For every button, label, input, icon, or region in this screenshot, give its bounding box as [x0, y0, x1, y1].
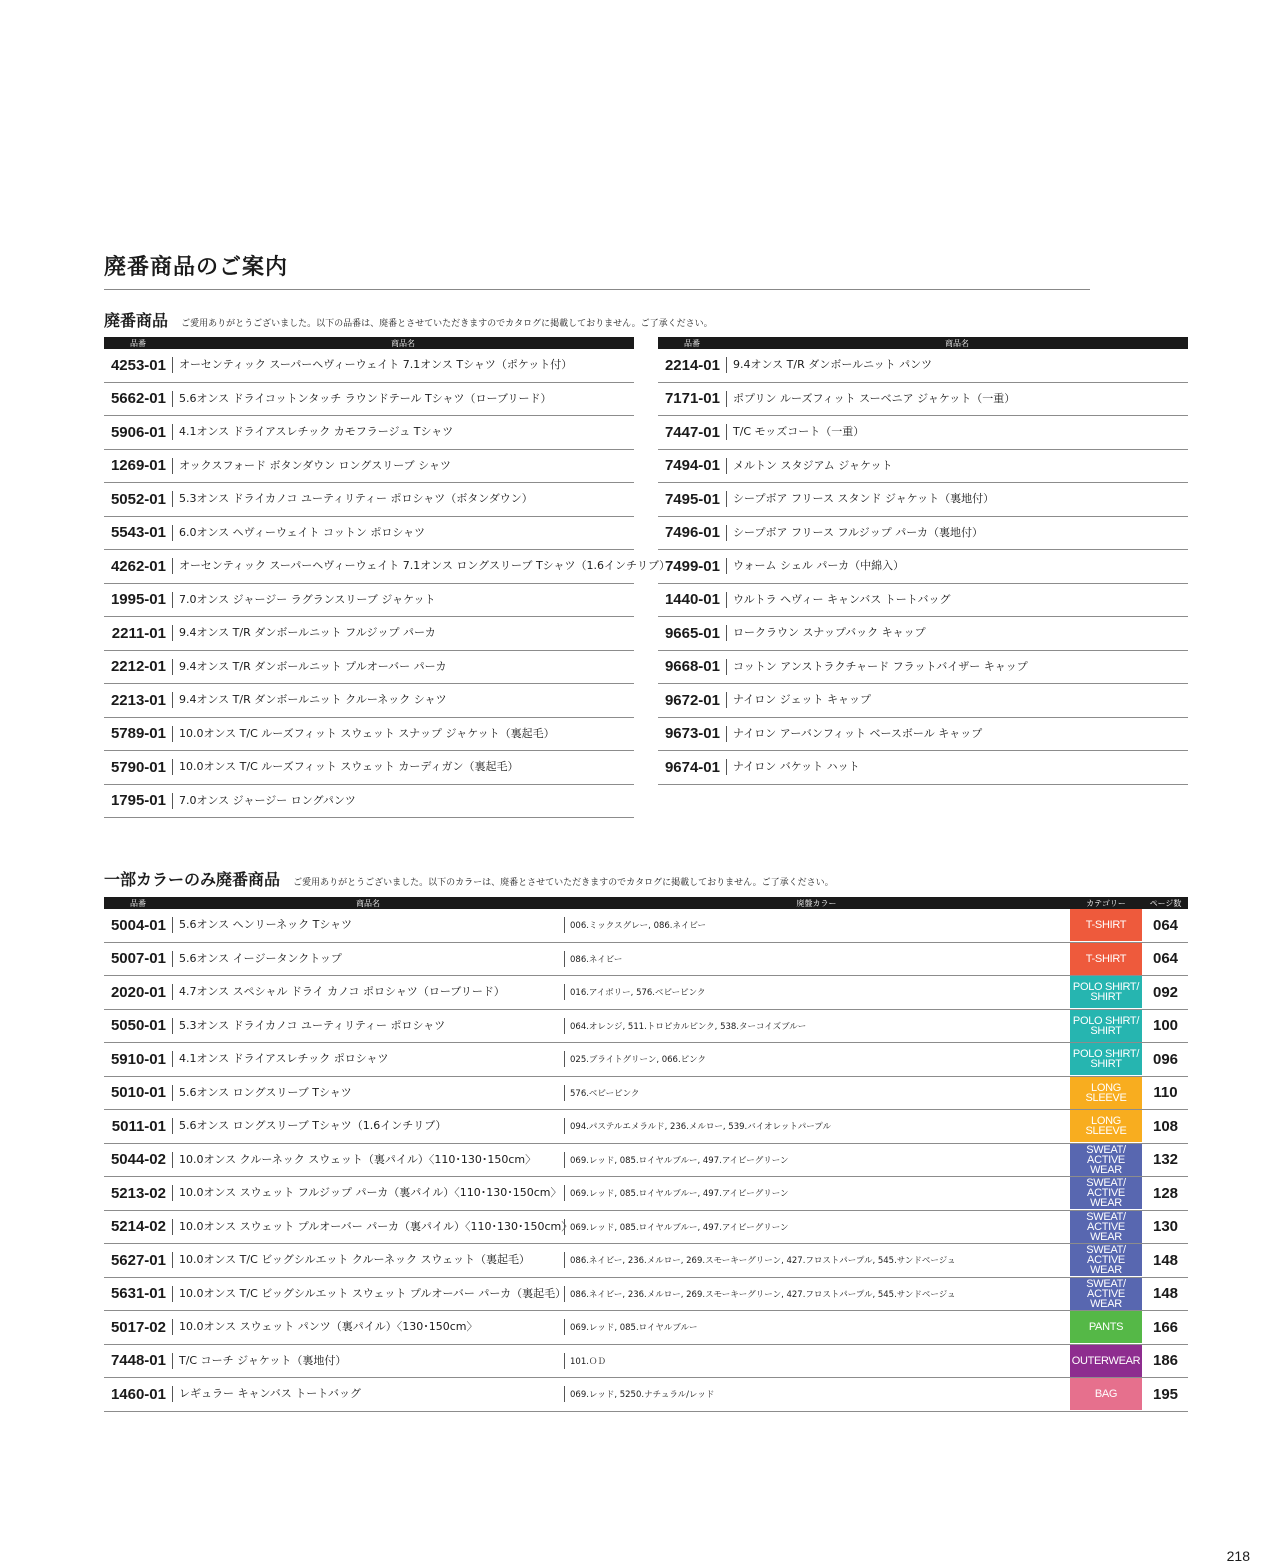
table-row — [658, 651, 1188, 685]
product-name: ロークラウン スナップバック キャップ — [726, 625, 1188, 641]
product-name: 5.3オンス ドライカノコ ユーティリティー ポロシャツ（ボタンダウン） — [172, 491, 634, 507]
product-code: 5050-01 — [110, 1017, 166, 1035]
category-badge: POLO SHIRT/ SHIRT — [1070, 1010, 1142, 1042]
product-name: 4.1オンス ドライアスレチック ポロシャツ — [172, 1051, 564, 1067]
header-code: 品番 — [684, 338, 700, 348]
table-row — [658, 584, 1188, 618]
discontinued-table-left — [104, 337, 671, 818]
table-row — [104, 550, 671, 584]
product-name: ウルトラ ヘヴィー キャンバス トートバッグ — [726, 592, 1188, 608]
discontinued-colors: 576.ベビーピンク — [564, 1085, 1069, 1101]
discontinued-colors: 006.ミックスグレー, 086.ネイビー — [564, 917, 1069, 933]
product-name: 10.0オンス スウェット プルオーバー パーカ（裏パイル）〈110･130･150cm〉 — [172, 1219, 564, 1235]
product-name: 9.4オンス T/R ダンボールニット クルーネック シャツ — [172, 692, 634, 708]
product-name: ナイロン バケット ハット — [726, 759, 1188, 775]
product-name: 5.6オンス ロングスリーブ Tシャツ（1.6インチリブ） — [172, 1118, 564, 1134]
product-code: 5789-01 — [110, 725, 166, 743]
title-divider — [104, 289, 1090, 290]
product-code: 5052-01 — [110, 490, 166, 508]
product-code: 7171-01 — [664, 390, 720, 408]
table-row — [658, 718, 1188, 752]
table-row — [658, 349, 1188, 383]
category-badge: SWEAT/ ACTIVE WEAR — [1070, 1278, 1142, 1310]
table-row — [658, 550, 1188, 584]
product-name: シープボア フリース スタンド ジャケット（裏地付） — [726, 491, 1188, 507]
page-ref: 108 — [1152, 1117, 1179, 1135]
partial-color-table — [104, 897, 1188, 1412]
discontinued-colors: 086.ネイビー — [564, 951, 1069, 967]
product-code: 2020-01 — [110, 983, 166, 1001]
page-ref: 130 — [1152, 1218, 1179, 1236]
discontinued-colors: 069.レッド, 085.ロイヤルブルー — [564, 1319, 1069, 1335]
rows — [104, 349, 671, 818]
discontinued-colors: 064.オレンジ, 511.トロピカルピンク, 538.ターコイズブルー — [564, 1018, 1069, 1034]
discontinued-colors: 086.ネイビー, 236.メルロー, 269.スモーキーグリーン, 427.フロストパープル, 545.サンドベージュ — [564, 1252, 1069, 1268]
product-name: 4.1オンス ドライアスレチック カモフラージュ Tシャツ — [172, 424, 634, 440]
product-name: T/C モッズコート（一重） — [726, 424, 1188, 440]
product-name: オックスフォード ボタンダウン ロングスリーブ シャツ — [172, 458, 634, 474]
header-name: 商品名 — [391, 338, 415, 348]
category-cell — [1069, 909, 1143, 941]
rows — [658, 349, 1188, 785]
product-code: 2214-01 — [664, 356, 720, 374]
rows — [104, 909, 1188, 1412]
product-code: 4253-01 — [110, 356, 166, 374]
product-code: 1460-01 — [110, 1385, 166, 1403]
category-cell — [1069, 1043, 1143, 1075]
product-code: 2213-01 — [110, 691, 166, 709]
product-name: 10.0オンス クルーネック スウェット（裏パイル）〈110･130･150cm〉 — [172, 1152, 564, 1168]
category-badge: PANTS — [1070, 1311, 1142, 1343]
product-name: 10.0オンス T/C ビッグシルエット クルーネック スウェット（裏起毛） — [172, 1252, 564, 1268]
product-code: 7499-01 — [664, 557, 720, 575]
table-row — [104, 416, 634, 450]
product-name: T/C コーチ ジャケット（裏地付） — [172, 1353, 564, 1369]
category-badge: POLO SHIRT/ SHIRT — [1070, 976, 1142, 1008]
table-row — [658, 751, 1188, 785]
table-row — [658, 617, 1188, 651]
category-cell — [1069, 1077, 1143, 1109]
category-badge: LONG SLEEVE — [1070, 1110, 1142, 1142]
table-row — [104, 450, 634, 484]
table-row — [104, 909, 1188, 943]
table-row — [658, 517, 1188, 551]
product-name: 7.0オンス ジャージー ラグランスリーブ ジャケット — [172, 592, 634, 608]
product-code: 5004-01 — [110, 916, 166, 934]
table-header — [104, 337, 634, 349]
category-cell — [1069, 1211, 1143, 1243]
product-code: 1995-01 — [110, 591, 166, 609]
category-badge: OUTERWEAR — [1070, 1345, 1142, 1377]
table-row — [104, 943, 1188, 977]
table-row — [104, 976, 1188, 1010]
category-cell — [1069, 943, 1143, 975]
product-name: 10.0オンス スウェット フルジップ パーカ（裏パイル）〈110･130･150cm〉 — [172, 1185, 564, 1201]
product-name: シープボア フリース フルジップ パーカ（裏地付） — [726, 525, 1188, 541]
table-row — [658, 416, 1188, 450]
product-name: 5.6オンス イージータンクトップ — [172, 951, 564, 967]
product-code: 5543-01 — [110, 524, 166, 542]
product-code: 7494-01 — [664, 457, 720, 475]
discontinued-note: ご愛用ありがとうございました。以下の品番は、廃番とさせていただきますのでカタログに掲載しておりません。ご了承ください。 — [181, 319, 713, 329]
product-name: ナイロン アーバンフィット ベースボール キャップ — [726, 726, 1188, 742]
product-name: レギュラー キャンバス トートバッグ — [172, 1386, 564, 1402]
category-cell — [1069, 1144, 1143, 1176]
discontinued-colors: 086.ネイビー, 236.メルロー, 269.スモーキーグリーン, 427.フロストパープル, 545.サンドベージュ — [564, 1286, 1069, 1302]
table-row — [104, 383, 634, 417]
product-code: 5017-02 — [110, 1318, 166, 1336]
table-row — [104, 584, 634, 618]
discontinued-colors: 069.レッド, 085.ロイヤルブルー, 497.アイビーグリーン — [564, 1185, 1069, 1201]
category-cell — [1069, 976, 1143, 1008]
category-cell — [1069, 1311, 1143, 1343]
table-row — [104, 718, 634, 752]
product-name: 10.0オンス スウェット パンツ（裏パイル）〈130･150cm〉 — [172, 1319, 564, 1335]
category-cell — [1069, 1378, 1143, 1410]
product-name: 10.0オンス T/C ルーズフィット スウェット カーディガン（裏起毛） — [172, 759, 634, 775]
product-code: 7447-01 — [664, 423, 720, 441]
product-code: 7495-01 — [664, 490, 720, 508]
table-row — [104, 1077, 1188, 1111]
header-page: ページ数 — [1149, 898, 1182, 908]
table-row — [104, 617, 634, 651]
category-cell — [1069, 1010, 1143, 1042]
page-ref: 128 — [1152, 1184, 1179, 1202]
table-row — [104, 483, 634, 517]
product-code: 9672-01 — [664, 691, 720, 709]
page-number: 218 — [1226, 1548, 1250, 1564]
product-code: 5044-02 — [110, 1151, 166, 1169]
product-code: 7448-01 — [110, 1352, 166, 1370]
product-code: 9673-01 — [664, 725, 720, 743]
product-name: 10.0オンス T/C ビッグシルエット スウェット プルオーバー パーカ（裏起毛） — [172, 1286, 564, 1302]
page-ref: 092 — [1152, 983, 1179, 1001]
table-row — [104, 517, 634, 551]
product-code: 1440-01 — [664, 591, 720, 609]
table-row — [104, 1177, 1188, 1211]
table-row — [104, 1211, 1188, 1245]
header-code: 品番 — [130, 898, 146, 908]
category-badge: SWEAT/ ACTIVE WEAR — [1070, 1177, 1142, 1209]
page-ref: 096 — [1152, 1050, 1179, 1068]
product-name: 9.4オンス T/R ダンボールニット プルオーバー パーカ — [172, 659, 634, 675]
category-badge: SWEAT/ ACTIVE WEAR — [1070, 1144, 1142, 1176]
table-row — [104, 1244, 1188, 1278]
product-code: 5010-01 — [110, 1084, 166, 1102]
category-badge: POLO SHIRT/ SHIRT — [1070, 1043, 1142, 1075]
category-badge: T-SHIRT — [1070, 943, 1142, 975]
category-badge: T-SHIRT — [1070, 909, 1142, 941]
product-code: 5906-01 — [110, 423, 166, 441]
product-code: 5662-01 — [110, 390, 166, 408]
product-name: 7.0オンス ジャージー ロングパンツ — [172, 793, 634, 809]
header-name: 商品名 — [356, 898, 380, 908]
discontinued-colors: 069.レッド, 085.ロイヤルブルー, 497.アイビーグリーン — [564, 1219, 1069, 1235]
header-colors: 廃盤カラー — [796, 898, 837, 908]
product-code: 5007-01 — [110, 950, 166, 968]
table-row — [104, 1110, 1188, 1144]
discontinued-colors: 016.アイボリー, 576.ベビーピンク — [564, 984, 1069, 1000]
table-row — [104, 684, 634, 718]
page-ref: 148 — [1152, 1251, 1179, 1269]
header-category: カテゴリー — [1086, 898, 1126, 908]
product-name: 6.0オンス ヘヴィーウェイト コットン ポロシャツ — [172, 525, 634, 541]
discontinued-heading: 廃番商品 — [104, 311, 169, 330]
product-code: 4262-01 — [110, 557, 166, 575]
page-ref: 186 — [1152, 1352, 1179, 1370]
product-name: コットン アンストラクチャード フラットバイザー キャップ — [726, 659, 1188, 675]
page-title: 廃番商品のご案内 — [104, 255, 289, 280]
page-ref: 110 — [1153, 1084, 1178, 1102]
product-code: 7496-01 — [664, 524, 720, 542]
category-cell — [1069, 1345, 1143, 1377]
product-name: メルトン スタジアム ジャケット — [726, 458, 1188, 474]
product-code: 9668-01 — [664, 658, 720, 676]
product-code: 5910-01 — [110, 1050, 166, 1068]
table-row — [658, 483, 1188, 517]
header-code: 品番 — [130, 338, 146, 348]
page-ref: 100 — [1152, 1017, 1179, 1035]
discontinued-section-header — [104, 308, 713, 331]
product-code: 5011-01 — [111, 1117, 166, 1135]
product-name: ナイロン ジェット キャップ — [726, 692, 1188, 708]
page-ref: 195 — [1152, 1385, 1179, 1403]
category-badge: SWEAT/ ACTIVE WEAR — [1070, 1211, 1142, 1243]
table-row — [104, 1144, 1188, 1178]
table-row — [658, 450, 1188, 484]
product-code: 9665-01 — [664, 624, 720, 642]
table-row — [104, 1010, 1188, 1044]
product-name: オーセンティック スーパーヘヴィーウェイト 7.1オンス ロングスリーブ Tシャツ（1.6インチリブ） — [172, 558, 634, 574]
category-cell — [1069, 1278, 1143, 1310]
product-name: 5.6オンス ドライコットンタッチ ラウンドテール Tシャツ（ローブリード） — [172, 391, 634, 407]
table-row — [104, 1378, 1188, 1412]
table-row — [104, 751, 634, 785]
product-code: 1269-01 — [110, 457, 166, 475]
product-name: ポプリン ルーズフィット スーベニア ジャケット（一重） — [726, 391, 1188, 407]
product-name: 5.6オンス ヘンリーネック Tシャツ — [172, 917, 564, 933]
category-cell — [1069, 1110, 1143, 1142]
discontinued-colors: 069.レッド, 085.ロイヤルブルー, 497.アイビーグリーン — [564, 1152, 1069, 1168]
table-row — [104, 1345, 1188, 1379]
product-code: 2212-01 — [110, 658, 166, 676]
category-badge: LONG SLEEVE — [1070, 1077, 1142, 1109]
product-code: 5631-01 — [110, 1285, 166, 1303]
product-code: 2211-01 — [111, 624, 166, 642]
product-name: 5.3オンス ドライカノコ ユーティリティー ポロシャツ — [172, 1018, 564, 1034]
product-code: 5214-02 — [110, 1218, 166, 1236]
product-name: オーセンティック スーパーヘヴィーウェイト 7.1オンス Tシャツ（ポケット付） — [172, 357, 634, 373]
discontinued-colors: 025.ブライトグリーン, 066.ピンク — [564, 1051, 1069, 1067]
partial-section-header — [104, 867, 834, 890]
table-header — [658, 337, 1188, 349]
product-code: 9674-01 — [664, 758, 720, 776]
product-name: 10.0オンス T/C ルーズフィット スウェット スナップ ジャケット（裏起毛） — [172, 726, 634, 742]
page-ref: 132 — [1152, 1151, 1179, 1169]
product-name: 9.4オンス T/R ダンボールニット パンツ — [726, 357, 1188, 373]
product-code: 5213-02 — [110, 1184, 166, 1202]
page-ref: 166 — [1152, 1318, 1179, 1336]
table-row — [104, 349, 634, 383]
partial-heading: 一部カラーのみ廃番商品 — [104, 870, 281, 889]
product-code: 1795-01 — [110, 792, 166, 810]
category-cell — [1069, 1177, 1143, 1209]
page-ref: 148 — [1152, 1285, 1179, 1303]
header-name: 商品名 — [945, 338, 969, 348]
table-row — [104, 1278, 1188, 1312]
category-badge: SWEAT/ ACTIVE WEAR — [1070, 1244, 1142, 1276]
discontinued-colors: 101.ＯＤ — [564, 1353, 1069, 1369]
product-code: 5627-01 — [110, 1251, 166, 1269]
product-code: 5790-01 — [110, 758, 166, 776]
category-cell — [1069, 1244, 1143, 1276]
category-badge: BAG — [1070, 1378, 1142, 1410]
page-ref: 064 — [1152, 950, 1179, 968]
product-name: 5.6オンス ロングスリーブ Tシャツ — [172, 1085, 564, 1101]
partial-note: ご愛用ありがとうございました。以下のカラーは、廃番とさせていただきますのでカタログに掲載しておりません。ご了承ください。 — [293, 878, 834, 888]
table-header — [104, 897, 1188, 909]
table-row — [658, 684, 1188, 718]
page-ref: 064 — [1152, 916, 1179, 934]
table-row — [104, 785, 634, 819]
discontinued-table-right — [658, 337, 1188, 785]
product-name: 4.7オンス スペシャル ドライ カノコ ポロシャツ（ローブリード） — [172, 984, 564, 1000]
discontinued-colors: 094.パステルエメラルド, 236.メルロー, 539.バイオレットパープル — [564, 1118, 1069, 1134]
table-row — [104, 1043, 1188, 1077]
table-row — [104, 651, 634, 685]
discontinued-colors: 069.レッド, 5250.ナチュラル/レッド — [564, 1386, 1069, 1402]
product-name: 9.4オンス T/R ダンボールニット フルジップ パーカ — [172, 625, 634, 641]
table-row — [658, 383, 1188, 417]
table-row — [104, 1311, 1188, 1345]
product-name: ウォーム シェル パーカ（中綿入） — [726, 558, 1188, 574]
